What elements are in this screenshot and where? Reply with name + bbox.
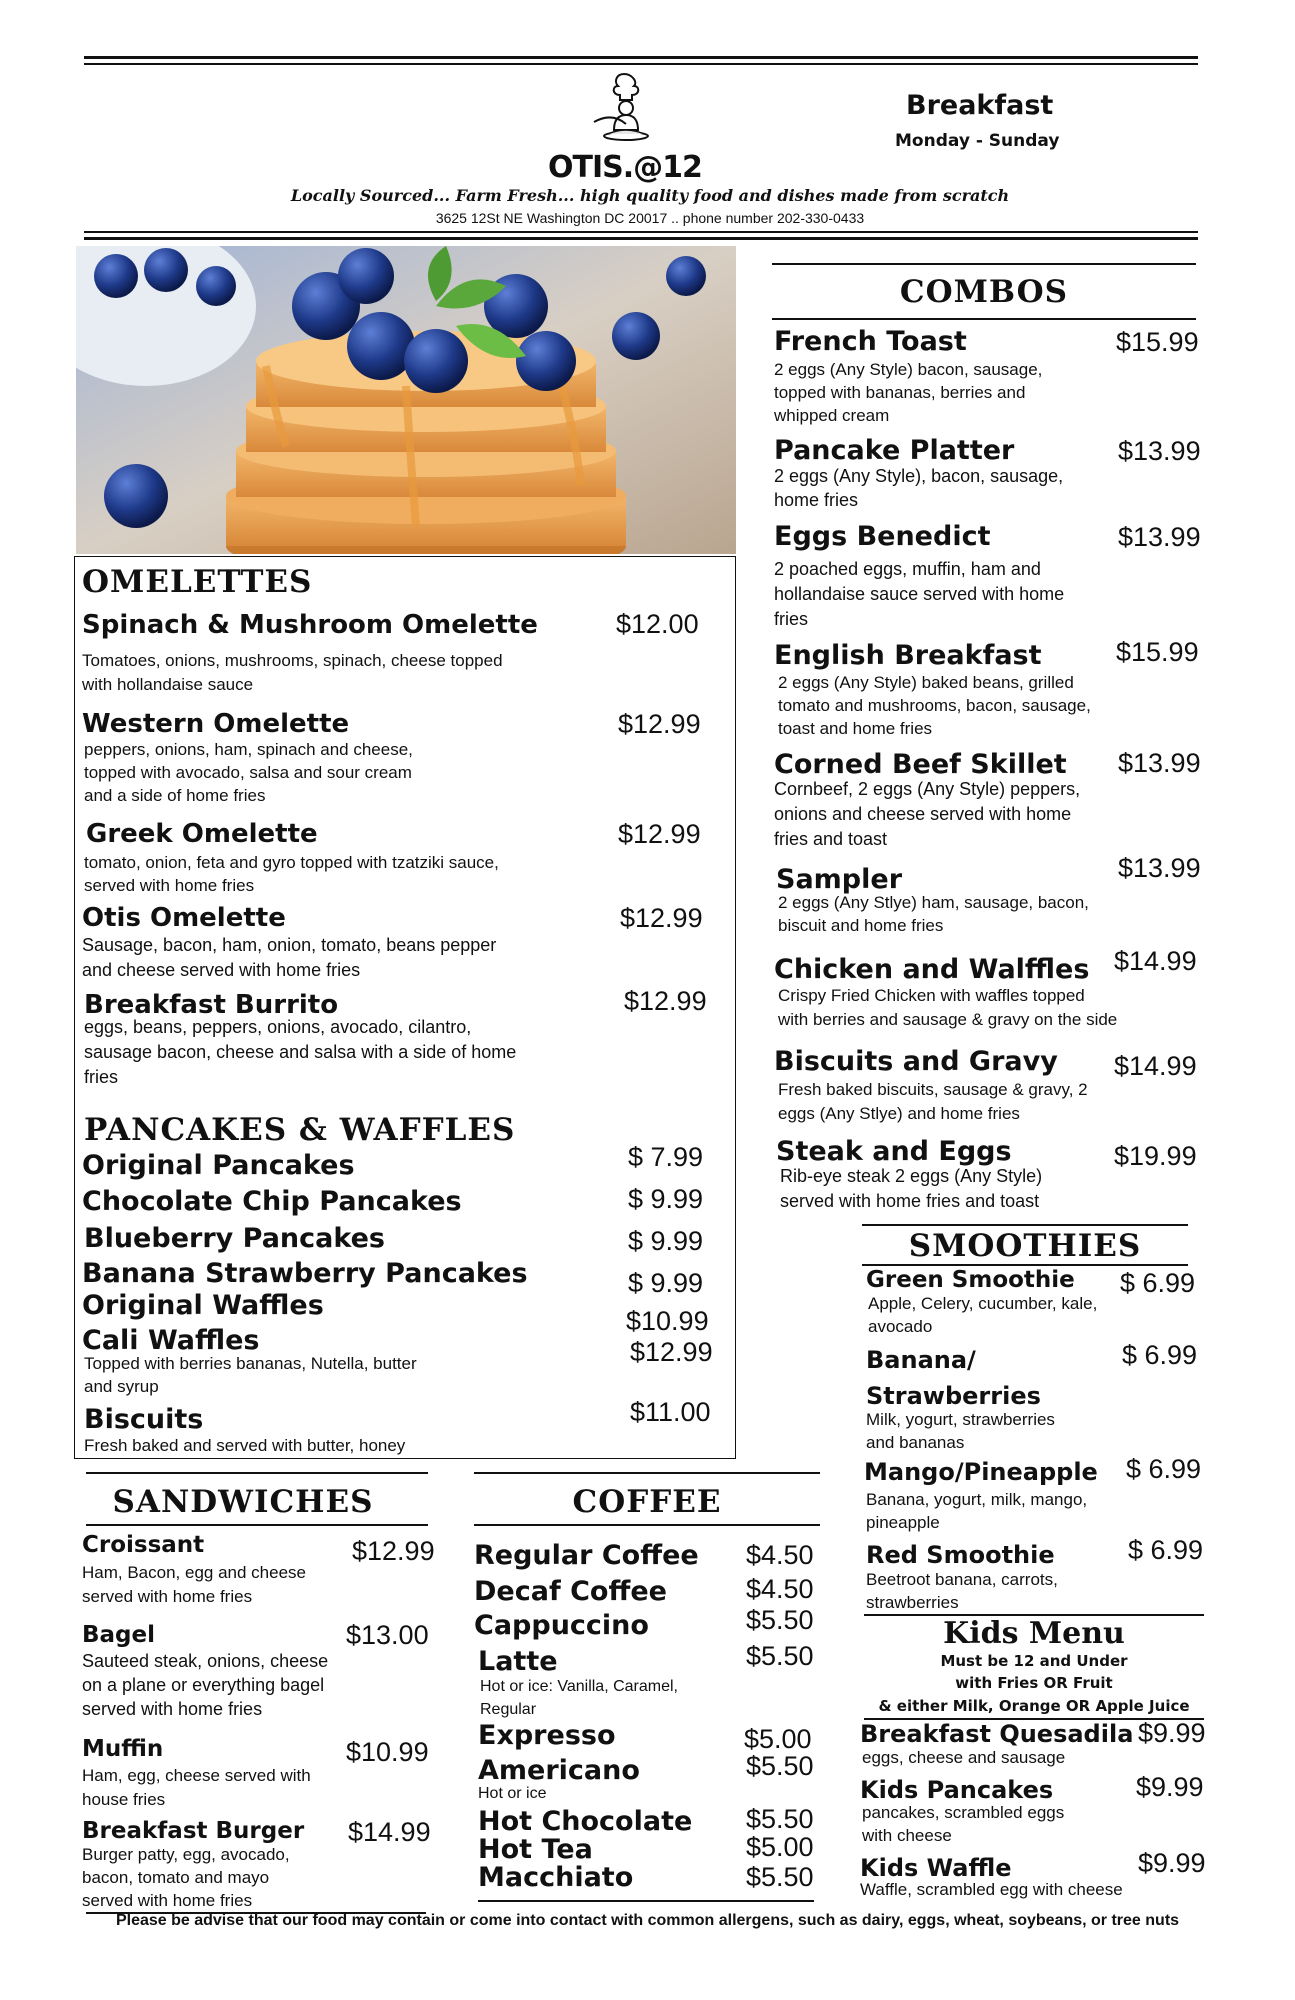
combo-desc-9b: served with home fries and toast — [780, 1191, 1040, 1211]
combo-name-7: Chicken and Walffles — [774, 954, 1090, 985]
coffee-title: COFFEE — [572, 1484, 722, 1520]
chef-icon — [586, 68, 662, 144]
coffee-name-4: Latte — [478, 1646, 558, 1677]
combo-desc-9a: Rib-eye steak 2 eggs (Any Style) — [780, 1166, 1043, 1186]
combo-desc-2a: 2 eggs (Any Style), bacon, sausage, — [774, 466, 1064, 486]
smoothie-desc-3b: pineapple — [866, 1513, 940, 1532]
sandwiches-title: SANDWICHES — [112, 1484, 374, 1520]
coffee-name-8: Hot Tea — [478, 1834, 593, 1865]
pancake-blueberry-photo — [76, 246, 736, 554]
omelette-desc-3a: tomato, onion, feta and gyro topped with tzatziki sauce, — [84, 853, 499, 872]
combo-price-1: $15.99 — [1116, 327, 1199, 357]
menu-days: Monday - Sunday — [895, 131, 1060, 151]
omelettes-title: OMELETTES — [82, 564, 313, 600]
coffee-name-3: Cappuccino — [474, 1610, 649, 1641]
smoothie-desc-3a: Banana, yogurt, milk, mango, — [866, 1490, 1088, 1509]
combos-rule-bottom — [772, 318, 1196, 320]
smoothie-desc-2a: Milk, yogurt, strawberries — [866, 1410, 1055, 1429]
sandwich-name-3: Muffin — [82, 1736, 164, 1762]
omelette-desc-2a: peppers, onions, ham, spinach and cheese, — [84, 740, 413, 759]
omelette-price-2: $12.99 — [618, 709, 701, 739]
coffee-name-2: Decaf Coffee — [474, 1576, 667, 1607]
pancake-price-3: $ 9.99 — [628, 1226, 704, 1256]
kids-desc-2b: with cheese — [862, 1826, 952, 1845]
sandwich-desc-1b: served with home fries — [82, 1587, 253, 1606]
coffee-rule-bottom — [474, 1524, 820, 1526]
pancake-name-1: Original Pancakes — [82, 1150, 355, 1181]
smoothie-name-1: Green Smoothie — [866, 1267, 1075, 1293]
sandwich-price-4: $14.99 — [348, 1817, 431, 1847]
pancake-name-5: Original Waffles — [82, 1290, 324, 1321]
coffee-rule-top — [474, 1472, 820, 1474]
combo-desc-1b: topped with bananas, berries and — [774, 383, 1026, 402]
pancake-price-5: $10.99 — [626, 1306, 709, 1336]
combo-desc-4a: 2 eggs (Any Style) baked beans, grilled — [778, 673, 1074, 692]
combo-desc-8b: eggs (Any Stlye) and home fries — [778, 1104, 1020, 1123]
coffee-price-3: $5.50 — [746, 1605, 814, 1635]
smoothie-desc-2b: and bananas — [866, 1433, 965, 1452]
omelette-desc-5a: eggs, beans, peppers, onions, avocado, cilantro, — [84, 1017, 472, 1037]
sandwich-desc-2c: served with home fries — [82, 1699, 263, 1719]
combos-title: COMBOS — [899, 274, 1069, 310]
omelette-price-1: $12.00 — [616, 609, 699, 639]
pancake-price-7: $11.00 — [630, 1397, 711, 1427]
kids-desc-1a: eggs, cheese and sausage — [862, 1748, 1066, 1767]
combo-name-4: English Breakfast — [774, 640, 1042, 671]
combo-price-3: $13.99 — [1118, 522, 1201, 552]
sandwich-price-2: $13.00 — [346, 1620, 429, 1650]
smoothie-price-4: $ 6.99 — [1128, 1535, 1204, 1565]
sandwiches-rule-bottom — [86, 1524, 428, 1526]
menu-title: Breakfast — [906, 90, 1054, 121]
pancake-price-6: $12.99 — [630, 1337, 713, 1367]
omelette-desc-2b: topped with avocado, salsa and sour cream — [84, 763, 412, 782]
pancake-desc-7a: Fresh baked and served with butter, honey — [84, 1436, 406, 1455]
smoothie-desc-4b: strawberries — [866, 1593, 959, 1612]
smoothie-name-2b: Strawberries — [866, 1382, 1041, 1410]
sandwich-price-1: $12.99 — [352, 1536, 435, 1566]
kids-price-3: $9.99 — [1138, 1848, 1206, 1878]
pancake-desc-6a: Topped with berries bananas, Nutella, butter — [84, 1354, 417, 1373]
combo-desc-1a: 2 eggs (Any Style) bacon, sausage, — [774, 360, 1043, 379]
combo-desc-3a: 2 poached eggs, muffin, ham and — [774, 559, 1041, 579]
kids-note-2: with Fries OR Fruit — [955, 1674, 1113, 1692]
coffee-price-8: $5.00 — [746, 1832, 814, 1862]
smoothies-title: SMOOTHIES — [908, 1228, 1142, 1264]
combo-desc-1c: whipped cream — [774, 406, 890, 425]
sandwich-desc-2a: Sauteed steak, onions, cheese — [82, 1651, 329, 1671]
sandwich-name-1: Croissant — [82, 1532, 205, 1558]
sandwich-desc-3a: Ham, egg, cheese served with — [82, 1766, 311, 1785]
restaurant-name: OTIS.@12 — [548, 150, 702, 185]
coffee-desc-4b: Regular — [480, 1701, 537, 1718]
smoothie-price-2: $ 6.99 — [1122, 1340, 1198, 1370]
smoothie-price-3: $ 6.99 — [1126, 1454, 1202, 1484]
smoothie-price-1: $ 6.99 — [1120, 1268, 1196, 1298]
combo-desc-6b: biscuit and home fries — [778, 916, 944, 935]
combo-price-7: $14.99 — [1114, 946, 1197, 976]
kids-desc-2a: pancakes, scrambled eggs — [862, 1803, 1065, 1822]
combo-name-2: Pancake Platter — [774, 435, 1015, 466]
omelette-name-5: Breakfast Burrito — [84, 990, 339, 1020]
address-phone: 3625 12St NE Washington DC 20017 .. phone number 202-330-0433 — [435, 210, 865, 226]
coffee-price-7: $5.50 — [746, 1804, 814, 1834]
combo-price-2: $13.99 — [1118, 436, 1201, 466]
smoothie-name-2a: Banana/ — [866, 1346, 976, 1374]
allergen-note: Please be advise that our food may contain or come into contact with common allergens, such as dairy, eggs, wheat, soybeans, or tree nuts — [115, 1912, 1180, 1929]
omelette-name-3: Greek Omelette — [86, 819, 318, 849]
smoothies-rule-top — [862, 1224, 1188, 1226]
omelette-desc-2c: and a side of home fries — [84, 786, 266, 805]
combo-desc-8a: Fresh baked biscuits, sausage & gravy, 2 — [778, 1080, 1088, 1099]
combo-price-8: $14.99 — [1114, 1051, 1197, 1081]
pancake-name-4: Banana Strawberry Pancakes — [82, 1258, 528, 1289]
combo-desc-5a: Cornbeef, 2 eggs (Any Style) peppers, — [774, 779, 1081, 799]
combo-desc-6a: 2 eggs (Any Stlye) ham, sausage, bacon, — [778, 893, 1089, 912]
coffee-name-5: Expresso — [478, 1720, 616, 1751]
smoothie-desc-1a: Apple, Celery, cucumber, kale, — [868, 1294, 1098, 1313]
sandwich-desc-4b: bacon, tomato and mayo — [82, 1868, 270, 1887]
sandwich-price-3: $10.99 — [346, 1737, 429, 1767]
kids-title: Kids Menu — [943, 1616, 1125, 1651]
smoothie-desc-4a: Beetroot banana, carrots, — [866, 1570, 1058, 1589]
omelette-desc-5c: fries — [84, 1067, 119, 1087]
smoothie-desc-1b: avocado — [868, 1317, 933, 1336]
kids-note-3: & either Milk, Orange OR Apple Juice — [878, 1697, 1190, 1715]
combo-price-4: $15.99 — [1116, 637, 1199, 667]
sandwich-name-2: Bagel — [82, 1622, 155, 1648]
combo-name-9: Steak and Eggs — [776, 1136, 1012, 1167]
coffee-price-9: $5.50 — [746, 1862, 814, 1892]
combos-rule-top — [772, 263, 1196, 265]
combo-price-5: $13.99 — [1118, 748, 1201, 778]
sandwich-desc-4c: served with home fries — [82, 1891, 253, 1910]
pancake-name-3: Blueberry Pancakes — [84, 1223, 385, 1254]
smoothie-name-4: Red Smoothie — [866, 1541, 1055, 1569]
sandwich-desc-1a: Ham, Bacon, egg and cheese — [82, 1563, 306, 1582]
combo-name-1: French Toast — [774, 326, 967, 357]
combo-price-9: $19.99 — [1114, 1141, 1197, 1171]
kids-price-1: $9.99 — [1138, 1718, 1206, 1748]
pancake-name-6: Cali Waffles — [82, 1325, 260, 1356]
omelette-name-4: Otis Omelette — [82, 903, 286, 933]
kids-desc-3a: Waffle, scrambled egg with cheese — [860, 1880, 1123, 1899]
omelette-desc-1b: with hollandaise sauce — [82, 675, 254, 694]
sandwich-desc-3b: house fries — [82, 1790, 166, 1809]
omelette-desc-1a: Tomatoes, onions, mushrooms, spinach, cheese topped — [82, 651, 503, 670]
combo-desc-7a: Crispy Fried Chicken with waffles topped — [778, 986, 1085, 1005]
sandwich-name-4: Breakfast Burger — [82, 1818, 305, 1844]
coffee-name-7: Hot Chocolate — [478, 1806, 693, 1837]
omelette-desc-4a: Sausage, bacon, ham, onion, tomato, beans pepper — [82, 935, 497, 955]
header-rule-bottom-2 — [84, 237, 1198, 240]
kids-price-2: $9.99 — [1136, 1772, 1204, 1802]
pancakes-title: PANCAKES & WAFFLES — [84, 1112, 516, 1148]
pancake-name-7: Biscuits — [84, 1404, 204, 1435]
omelette-desc-3b: served with home fries — [84, 876, 255, 895]
pancake-price-2: $ 9.99 — [628, 1184, 704, 1214]
combo-name-6: Sampler — [776, 864, 903, 895]
combo-desc-4b: tomato and mushrooms, bacon, sausage, — [778, 696, 1091, 715]
kids-note-1: Must be 12 and Under — [940, 1652, 1128, 1670]
omelette-desc-5b: sausage bacon, cheese and salsa with a side of home — [84, 1042, 517, 1062]
coffee-desc-6a: Hot or ice — [478, 1785, 547, 1802]
omelette-name-2: Western Omelette — [82, 709, 350, 739]
coffee-price-4: $5.50 — [746, 1641, 814, 1671]
coffee-name-1: Regular Coffee — [474, 1540, 699, 1571]
omelette-price-5: $12.99 — [624, 986, 707, 1016]
omelette-name-1: Spinach & Mushroom Omelette — [82, 610, 538, 640]
combo-price-6: $13.99 — [1118, 853, 1201, 883]
coffee-price-1: $4.50 — [746, 1540, 814, 1570]
smoothies-rule-bottom — [862, 1264, 1188, 1266]
sandwiches-rule-top — [86, 1472, 428, 1474]
coffee-price-5: $5.00 — [744, 1724, 812, 1754]
header-rule-top-1 — [84, 56, 1198, 59]
combo-name-3: Eggs Benedict — [774, 521, 991, 552]
combo-desc-3b: hollandaise sauce served with home — [774, 584, 1065, 604]
combo-name-8: Biscuits and Gravy — [774, 1046, 1058, 1077]
coffee-name-6: Americano — [478, 1755, 640, 1786]
kids-name-1: Breakfast Quesadila — [860, 1720, 1134, 1748]
combo-desc-4c: toast and home fries — [778, 719, 933, 738]
combo-desc-7b: with berries and sausage & gravy on the side — [778, 1010, 1118, 1029]
pancake-price-1: $ 7.99 — [628, 1142, 704, 1172]
combo-desc-2b: home fries — [774, 490, 859, 510]
pancake-name-2: Chocolate Chip Pancakes — [82, 1186, 462, 1217]
coffee-rule-end — [478, 1900, 814, 1902]
omelette-price-4: $12.99 — [620, 903, 703, 933]
smoothie-name-3: Mango/Pineapple — [864, 1458, 1098, 1486]
header-rule-top-2 — [84, 63, 1198, 65]
sandwich-desc-4a: Burger patty, egg, avocado, — [82, 1845, 290, 1864]
tagline: Locally Sourced... Farm Fresh... high quality food and dishes made from scratch — [290, 186, 1010, 205]
header-rule-bottom-1 — [84, 231, 1198, 233]
kids-name-2: Kids Pancakes — [860, 1776, 1054, 1804]
omelette-price-3: $12.99 — [618, 819, 701, 849]
coffee-name-9: Macchiato — [478, 1862, 634, 1893]
coffee-desc-4a: Hot or ice: Vanilla, Caramel, — [480, 1678, 678, 1695]
combo-desc-3c: fries — [774, 609, 809, 629]
pancake-desc-6b: and syrup — [84, 1377, 159, 1396]
combo-name-5: Corned Beef Skillet — [774, 749, 1067, 780]
sandwich-desc-2b: on a plane or everything bagel — [82, 1675, 325, 1695]
pancake-price-4: $ 9.99 — [628, 1268, 704, 1298]
omelette-desc-4b: and cheese served with home fries — [82, 960, 361, 980]
combo-desc-5b: onions and cheese served with home — [774, 804, 1072, 824]
coffee-price-2: $4.50 — [746, 1574, 814, 1604]
kids-name-3: Kids Waffle — [860, 1854, 1012, 1882]
coffee-price-6: $5.50 — [746, 1751, 814, 1781]
combo-desc-5c: fries and toast — [774, 829, 888, 849]
